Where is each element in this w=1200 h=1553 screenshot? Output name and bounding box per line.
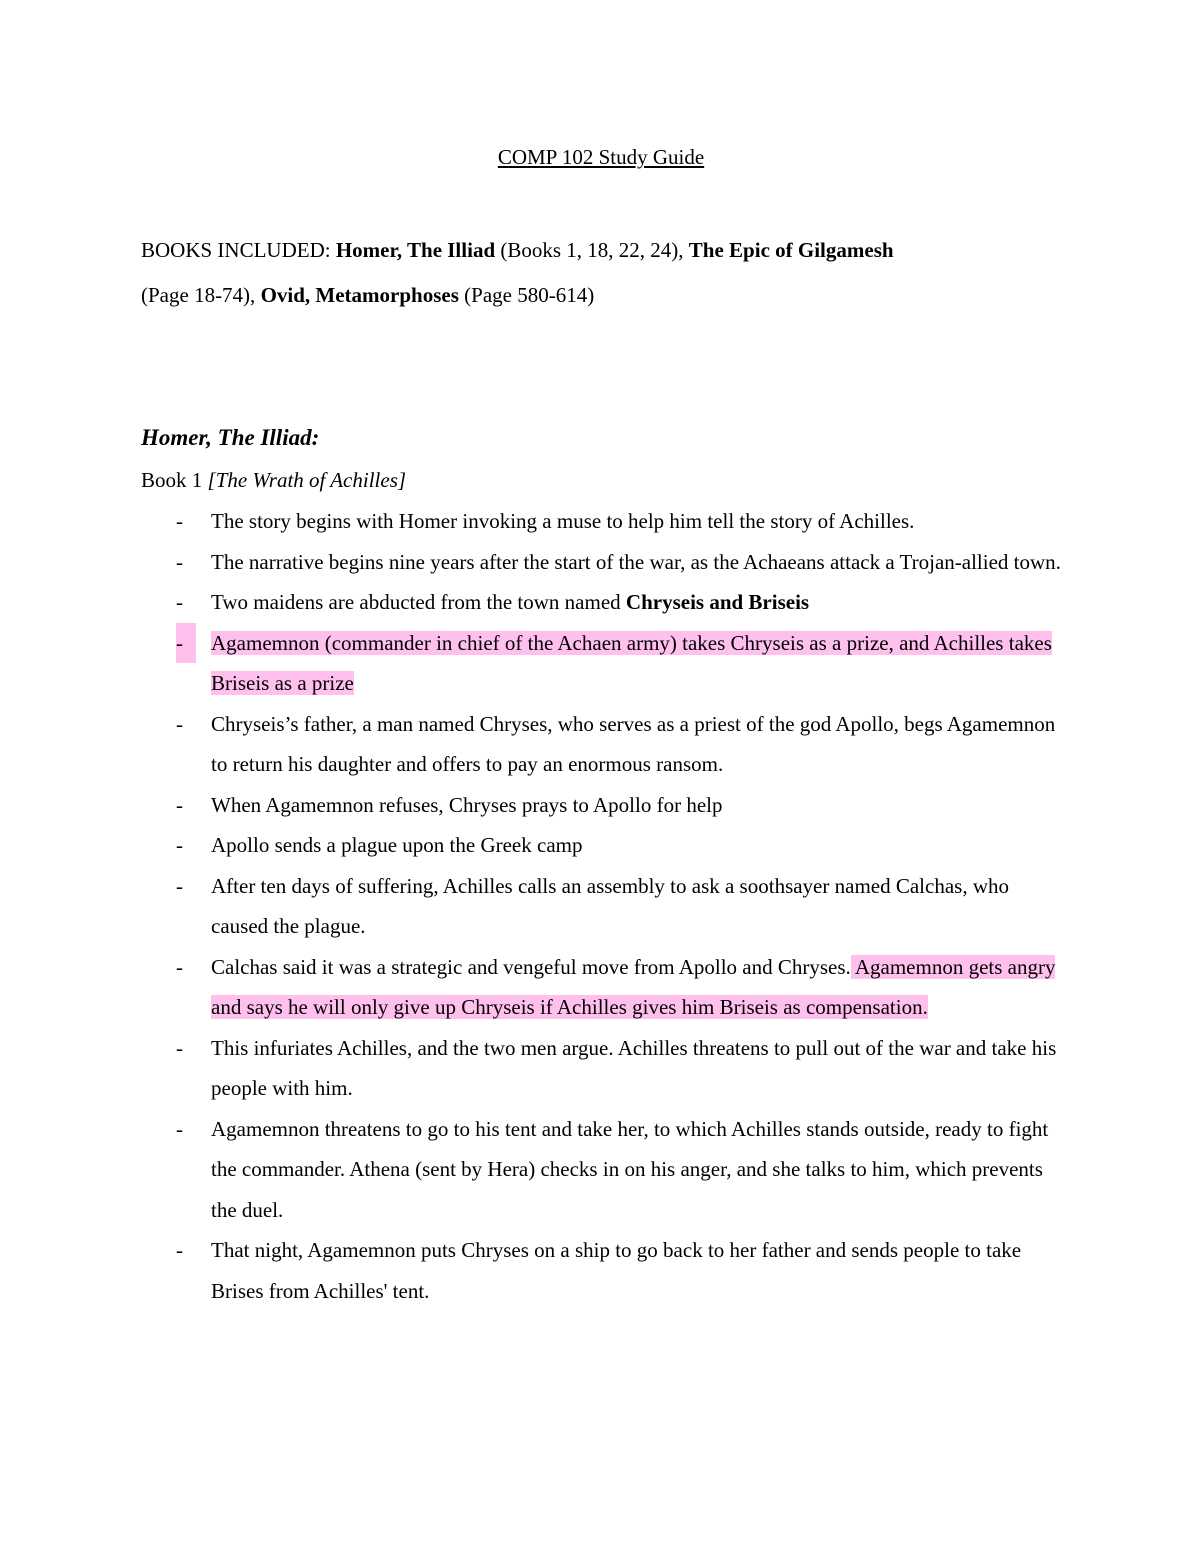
book-label: Book 1 [141,468,208,492]
bullet-text: Two maidens are abducted from the town named [211,590,626,614]
bullet-dash: - [176,1035,183,1060]
list-item [141,785,1061,826]
bullet-dash: - [176,549,183,574]
bullet-text: This infuriates Achilles, and the two men argue. Achilles threatens to pull out of the war and take his people with him. [211,1035,1057,1100]
bullet-dash: - [176,590,183,614]
bullet-bold-names: Chryseis and Briseis [625,590,810,614]
list-item [141,866,1061,947]
list-item [141,947,1061,1028]
book-heading [141,461,1061,499]
bullet-text: The story begins with Homer invoking a muse to help him tell the story of Achilles. [211,509,915,533]
book-subtitle: [The Wrath of Achilles] [207,468,407,492]
highlighted-text: Agamemnon (commander in chief of the Achaen army) takes Chryseis as a prize, and Achilles takes Briseis as a prize [211,630,1052,695]
list-item [141,582,1061,623]
list-item [141,1109,1061,1231]
list-item [141,1028,1061,1109]
bullet-dash: - [176,1238,183,1262]
bullet-text: Agamemnon threatens to go to his tent and take her, to which Achilles stands outside, ready to fight the commander. Athena (sent by Hera) checks in on his anger, and she talks to him, which prevents the duel. [211,1116,1049,1222]
list-item [141,501,1061,542]
bullet-dash: - [176,833,183,857]
bullet-text: The narrative begins nine years after the start of the war, as the Achaeans attack a Trojan-allied town. [211,549,1061,574]
bullet-dash: - [176,1116,183,1141]
highlighted-text: Agamemnon gets angry and says he will only give up Chryseis if Achilles gives him Briseis as compensation. [211,954,1056,1019]
bullet-text: That night, Agamemnon puts Chryses on a ship to go back to her father and sends people to take Brises from Achilles' tent. [211,1238,1022,1303]
bullet-text: When Agamemnon refuses, Chryses prays to Apollo for help [211,792,723,817]
bullet-text: After ten days of suffering, Achilles calls an assembly to ask a soothsayer named Calchas, who caused the plague. [211,873,1009,938]
bullet-dash: - [176,509,183,533]
list-item [141,825,1061,866]
list-item-highlighted [141,623,1061,704]
book-2-detail: (Page 18-74), [141,283,261,307]
bullet-text: Apollo sends a plague upon the Greek camp [211,833,583,857]
book-1-title: Homer, The Illiad [335,238,496,262]
list-item [141,542,1061,583]
document-page [141,140,1061,1311]
bullet-dash: - [176,954,183,979]
books-included-label: BOOKS INCLUDED: [141,238,336,262]
bullet-list [141,501,1061,1311]
bullet-text: Calchas said it was a strategic and vengeful move from Apollo and Chryses. [211,954,851,979]
bullet-text: Chryseis’s father, a man named Chryses, who serves as a priest of the god Apollo, begs Agamemnon to return his daughter and offers to pay an enormous ransom. [211,711,1056,776]
document-title: COMP 102 Study Guide [497,145,705,169]
list-item [141,704,1061,785]
bullet-dash: - [176,792,183,817]
section-heading: Homer, The Illiad: [141,425,320,450]
bullet-dash: - [176,623,196,664]
bullet-dash: - [176,873,183,898]
book-3-detail: (Page 580-614) [458,283,595,307]
book-1-detail: (Books 1, 18, 22, 24), [495,238,689,262]
book-2-title: The Epic of Gilgamesh [688,238,894,262]
books-included-paragraph [141,228,1061,318]
bullet-dash: - [176,711,183,736]
list-item [141,1230,1061,1311]
book-3-title: Ovid, Metamorphoses [260,283,459,307]
